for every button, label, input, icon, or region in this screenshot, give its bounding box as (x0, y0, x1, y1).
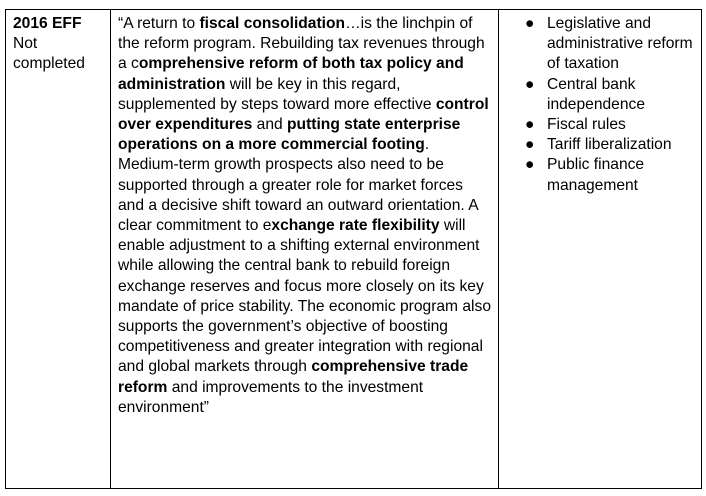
reforms-cell (499, 10, 702, 489)
program-name: 2016 EFF (13, 15, 82, 32)
bullet-icon: ● (525, 116, 535, 134)
quote-text: will enable adjustment to a shifting external environment while allowing the central bank to rebuild foreign exchange reserves and focus more closely on its key mandate of price stability. The economic program also supports the government’s objective of boosting competitiveness and greater integration with regional and global markets through (118, 217, 491, 376)
quote-text: and (252, 116, 288, 134)
list-item (506, 75, 694, 115)
reform-label: Tariff liberalization (547, 136, 672, 154)
program-status: Not completed (13, 35, 85, 73)
reform-label: Central bank independence (547, 75, 645, 113)
quote-emphasis: omprehensive reform of both tax policy and administration (118, 55, 464, 93)
list-item (506, 135, 694, 155)
bullet-icon: ● (525, 75, 535, 93)
quote-emphasis: comprehensive trade reform (118, 358, 469, 396)
quote-emphasis: putting state enterprise operations on a more commercial footing (118, 116, 461, 154)
bullet-icon: ● (525, 136, 535, 154)
reform-table (5, 9, 702, 489)
quote-text: “A return to (118, 15, 200, 32)
list-item (506, 14, 694, 75)
bullet-icon: ● (525, 15, 535, 32)
reform-label: Public finance management (547, 156, 645, 194)
quote-emphasis: control over expenditures (118, 95, 489, 134)
list-item (506, 155, 694, 195)
quote-emphasis: fiscal consolidation (199, 15, 346, 32)
quote-text: …is the linchpin of the reform program. Rebuilding tax revenues through a c (118, 15, 485, 73)
quote-cell (111, 10, 499, 489)
bullet-icon: ● (525, 156, 535, 174)
quote-text: . Medium-term growth prospects also need to be supported through a greater role for market forces and a decisive shift toward an outward orientation. A clear commitment to e (118, 136, 478, 235)
reform-label: Fiscal rules (547, 116, 626, 134)
quote-emphasis: xchange rate flexibility (271, 217, 440, 235)
list-item (506, 115, 694, 135)
quote-text: and improvements to the investment environment” (118, 378, 424, 416)
reform-list (506, 14, 694, 196)
program-cell (6, 10, 111, 489)
reform-label: Legislative and administrative reform of taxation (547, 15, 693, 73)
table-row (6, 10, 702, 489)
quote-text: will be key in this regard, supplemented by steps toward more effective (118, 75, 436, 113)
program-quote (118, 14, 491, 418)
